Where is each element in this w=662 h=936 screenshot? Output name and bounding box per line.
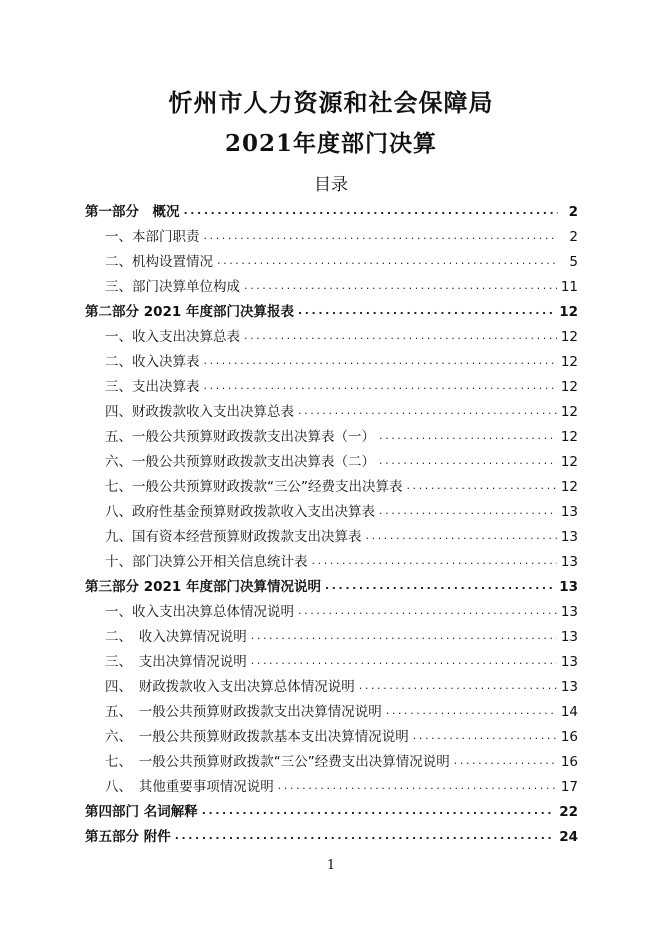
document-subtitle: 2021年度部门决算 <box>224 130 437 157</box>
toc-section-entry[interactable] <box>85 745 578 770</box>
dot-leader <box>407 479 557 492</box>
toc-section-entry[interactable] <box>85 395 578 420</box>
document-title: 忻州市人力资源和社会保障局 <box>168 88 494 117</box>
dot-leader <box>251 654 557 667</box>
toc-entry-page: 12 <box>560 354 578 370</box>
toc-entry-label: 第二部分 2021 年度部门决算报表 <box>85 304 294 320</box>
dot-leader <box>278 779 557 792</box>
toc-entry-page: 2 <box>568 204 578 220</box>
toc-entry-label: 三、 支出决算情况说明 <box>105 654 247 670</box>
dot-leader <box>244 329 557 342</box>
dot-leader <box>386 704 557 717</box>
toc-entry-label: 三、部门决算单位构成 <box>105 279 240 295</box>
toc-entry-label: 七、 一般公共预算财政拨款“三公”经费支出决算情况说明 <box>105 754 450 770</box>
dot-leader <box>204 379 557 392</box>
dot-leader <box>298 304 555 317</box>
toc-entry-page: 13 <box>560 604 578 620</box>
toc-entry-page: 13 <box>559 579 578 595</box>
toc-section-entry[interactable] <box>85 645 578 670</box>
toc-entry-page: 13 <box>560 654 578 670</box>
toc-entry-page: 13 <box>560 554 578 570</box>
page-number: 1 <box>326 858 336 873</box>
dot-leader <box>251 629 557 642</box>
toc-entry-page: 5 <box>569 254 578 270</box>
toc-entry-label: 五、一般公共预算财政拨款支出决算表（一） <box>105 429 375 445</box>
toc-section-entry[interactable] <box>85 270 578 295</box>
toc-part-entry[interactable] <box>85 195 578 220</box>
toc-part-entry[interactable] <box>85 570 578 595</box>
toc-entry-label: 八、 其他重要事项情况说明 <box>105 779 274 795</box>
toc-heading: 目录 <box>314 175 348 195</box>
dot-leader <box>379 504 557 517</box>
toc-entry-label: 一、收入支出决算总体情况说明 <box>105 604 294 620</box>
toc-section-entry[interactable] <box>85 545 578 570</box>
toc-entry-page: 13 <box>560 629 578 645</box>
dot-leader <box>202 804 556 817</box>
toc-entry-label: 第四部门 名词解释 <box>85 804 198 820</box>
toc-section-entry[interactable] <box>85 370 578 395</box>
toc-section-entry[interactable] <box>85 520 578 545</box>
dot-leader <box>379 454 557 467</box>
toc-section-entry[interactable] <box>85 595 578 620</box>
toc-section-entry[interactable] <box>85 495 578 520</box>
dot-leader <box>413 729 557 742</box>
toc-section-entry[interactable] <box>85 420 578 445</box>
toc-entry-label: 十、部门决算公开相关信息统计表 <box>105 554 308 570</box>
dot-leader <box>298 604 557 617</box>
toc-entry-page: 16 <box>560 754 578 770</box>
dot-leader <box>204 354 557 367</box>
toc-entry-label: 七、一般公共预算财政拨款“三公”经费支出决算表 <box>105 479 403 495</box>
toc-entry-label: 二、机构设置情况 <box>105 254 213 270</box>
toc-entry-page: 12 <box>560 454 578 470</box>
toc-section-entry[interactable] <box>85 720 578 745</box>
toc-section-entry[interactable] <box>85 670 578 695</box>
toc-entry-page: 22 <box>559 804 578 820</box>
dot-leader <box>312 554 557 567</box>
toc-entry-page: 2 <box>569 229 578 245</box>
toc-entry-page: 12 <box>560 479 578 495</box>
toc-entry-label: 九、国有资本经营预算财政拨款支出决算表 <box>105 529 362 545</box>
toc-part-entry[interactable] <box>85 795 578 820</box>
dot-leader <box>379 429 557 442</box>
toc-entry-label: 第一部分 概况 <box>85 204 180 220</box>
toc-entry-label: 四、 财政拨款收入支出决算总体情况说明 <box>105 679 355 695</box>
dot-leader <box>325 579 555 592</box>
toc-entry-page: 12 <box>560 379 578 395</box>
toc-section-entry[interactable] <box>85 470 578 495</box>
toc-entry-page: 11 <box>560 279 578 295</box>
toc-entry-label: 五、 一般公共预算财政拨款支出决算情况说明 <box>105 704 382 720</box>
toc-part-entry[interactable] <box>85 295 578 320</box>
toc-entry-label: 四、财政拨款收入支出决算总表 <box>105 404 294 420</box>
toc-section-entry[interactable] <box>85 220 578 245</box>
toc-entry-label: 六、 一般公共预算财政拨款基本支出决算情况说明 <box>105 729 409 745</box>
toc-entry-page: 13 <box>560 679 578 695</box>
toc-entry-page: 12 <box>560 429 578 445</box>
toc-entry-page: 13 <box>560 529 578 545</box>
toc-entry-label: 第三部分 2021 年度部门决算情况说明 <box>85 579 321 595</box>
toc-entry-page: 16 <box>560 729 578 745</box>
toc-entry-label: 八、政府性基金预算财政拨款收入支出决算表 <box>105 504 375 520</box>
toc-entry-label: 一、本部门职责 <box>105 229 200 245</box>
toc-entry-page: 12 <box>560 329 578 345</box>
toc-entry-label: 二、收入决算表 <box>105 354 200 370</box>
toc-part-entry[interactable] <box>85 820 578 845</box>
toc-entry-page: 14 <box>560 704 578 720</box>
dot-leader <box>175 829 556 842</box>
toc-entry-page: 13 <box>560 504 578 520</box>
toc-entry-page: 24 <box>559 829 578 845</box>
dot-leader <box>244 279 557 292</box>
toc-entry-page: 12 <box>560 404 578 420</box>
dot-leader <box>359 679 557 692</box>
dot-leader <box>204 229 559 242</box>
toc-entry-label: 三、支出决算表 <box>105 379 200 395</box>
toc-section-entry[interactable] <box>85 320 578 345</box>
toc-entry-page: 12 <box>559 304 578 320</box>
toc-section-entry[interactable] <box>85 245 578 270</box>
toc-section-entry[interactable] <box>85 620 578 645</box>
dot-leader <box>454 754 557 767</box>
toc-entry-label: 二、 收入决算情况说明 <box>105 629 247 645</box>
toc-section-entry[interactable] <box>85 345 578 370</box>
toc-entry-label: 第五部分 附件 <box>85 829 171 845</box>
toc-entry-label: 一、收入支出决算总表 <box>105 329 240 345</box>
dot-leader <box>298 404 557 417</box>
toc-section-entry[interactable] <box>85 445 578 470</box>
toc-entry-label: 六、一般公共预算财政拨款支出决算表（二） <box>105 454 375 470</box>
toc-section-entry[interactable] <box>85 770 578 795</box>
dot-leader <box>217 254 558 267</box>
toc-section-entry[interactable] <box>85 695 578 720</box>
toc-entry-page: 17 <box>560 779 578 795</box>
dot-leader <box>184 204 559 217</box>
table-of-contents <box>85 195 578 845</box>
dot-leader <box>366 529 557 542</box>
